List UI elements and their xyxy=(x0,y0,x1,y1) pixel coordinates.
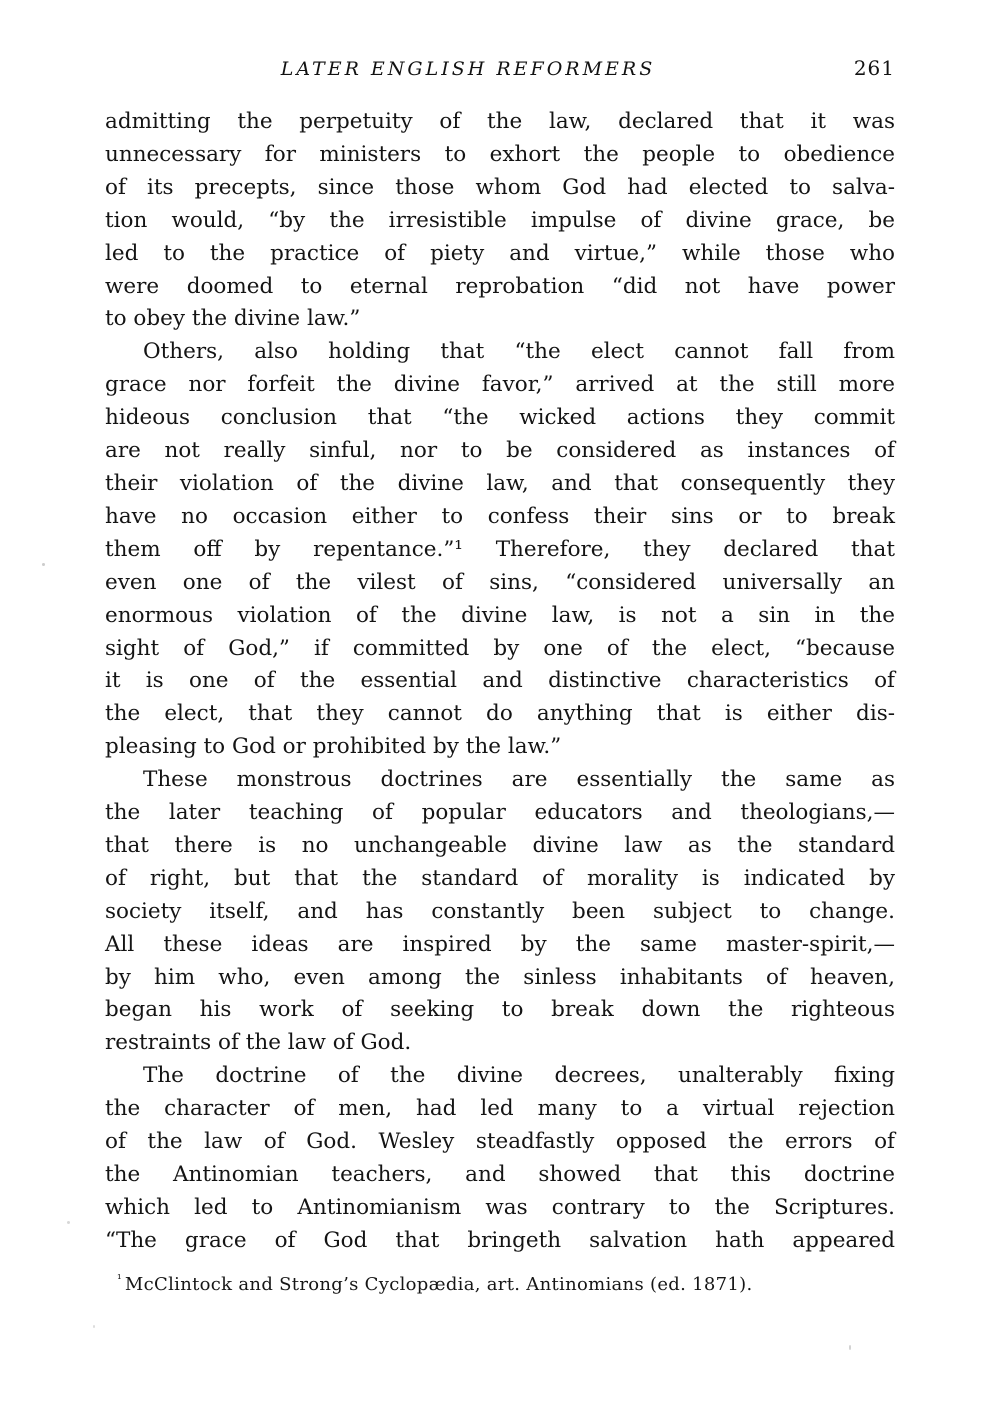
text-line: them off by repentance.”¹ Therefore, they declared that xyxy=(105,536,895,562)
text-line: pleasing to God or prohibited by the law.” xyxy=(105,734,562,760)
scan-speck xyxy=(42,563,45,566)
page-number: 261 xyxy=(853,56,895,80)
text-line: even one of the vilest of sins, “considered universally an xyxy=(105,569,895,595)
text-line: led to the practice of piety and virtue,” while those who xyxy=(105,240,895,266)
scan-speck xyxy=(93,1325,95,1328)
text-line: the character of men, had led many to a virtual rejection xyxy=(105,1096,895,1122)
text-line: hideous conclusion that “the wicked actions they commit xyxy=(105,405,895,431)
text-line: unnecessary for ministers to exhort the people to obedience xyxy=(105,141,895,167)
paragraph xyxy=(105,1060,895,1257)
text-line: of its precepts, since those whom God had elected to salva- xyxy=(105,174,895,200)
scan-speck xyxy=(67,1221,70,1224)
text-line: which led to Antinomianism was contrary to the Scriptures. xyxy=(105,1194,895,1220)
text-line: admitting the perpetuity of the law, declared that it was xyxy=(105,109,895,134)
footnote-text: McClintock and Strong’s Cyclopædia, art. Antinomians (ed. 1871). xyxy=(124,1273,753,1295)
footnote-marker: ¹ xyxy=(117,1271,122,1286)
text-line: have no occasion either to confess their sins or to break xyxy=(105,503,895,529)
text-line: “The grace of God that bringeth salvation hath appeared xyxy=(105,1227,895,1253)
text-line: tion would, “by the irresistible impulse of divine grace, be xyxy=(105,207,895,233)
paragraph xyxy=(105,336,895,764)
text-line: enormous violation of the divine law, is not a sin in the xyxy=(105,602,895,628)
text-line: of the law of God. Wesley steadfastly opposed the errors of xyxy=(105,1129,895,1155)
footnote xyxy=(105,1266,895,1298)
text-line: of right, but that the standard of morality is indicated by xyxy=(105,865,895,891)
text-line: the Antinomian teachers, and showed that this doctrine xyxy=(105,1162,895,1187)
text-line: The doctrine of the divine decrees, unalterably fixing xyxy=(143,1063,895,1089)
text-line: sight of God,” if committed by one of the elect, “because xyxy=(105,635,895,661)
text-line: began his work of seeking to break down the righteous xyxy=(105,997,895,1023)
scan-speck xyxy=(849,1345,851,1350)
text-line: grace nor forfeit the divine favor,” arrived at the still more xyxy=(105,372,895,398)
running-header xyxy=(105,56,895,80)
running-header-title: LATER ENGLISH REFORMERS xyxy=(280,58,656,80)
text-line: society itself, and has constantly been subject to change. xyxy=(105,898,895,924)
text-line: were doomed to eternal reprobation “did not have power xyxy=(105,273,895,299)
text-line: it is one of the essential and distinctive characteristics of xyxy=(105,668,895,694)
text-line: restraints of the law of God. xyxy=(105,1030,412,1056)
text-line: to obey the divine law.” xyxy=(105,306,361,332)
text-line: the later teaching of popular educators and theologians,— xyxy=(105,800,895,826)
text-line: are not really sinful, nor to be considered as instances of xyxy=(105,438,895,464)
paragraph xyxy=(105,106,895,336)
text-line: their violation of the divine law, and that consequently they xyxy=(105,470,895,496)
text-line: that there is no unchangeable divine law as the standard xyxy=(105,832,895,858)
text-line: the elect, that they cannot do anything that is either dis- xyxy=(105,701,895,727)
page-body xyxy=(105,106,895,1258)
paragraph xyxy=(105,764,895,1060)
text-line: by him who, even among the sinless inhabitants of heaven, xyxy=(105,964,895,990)
text-line: All these ideas are inspired by the same master-spirit,— xyxy=(105,931,895,957)
text-line: Others, also holding that “the elect cannot fall from xyxy=(143,339,895,365)
text-line: These monstrous doctrines are essentially the same as xyxy=(143,767,895,793)
